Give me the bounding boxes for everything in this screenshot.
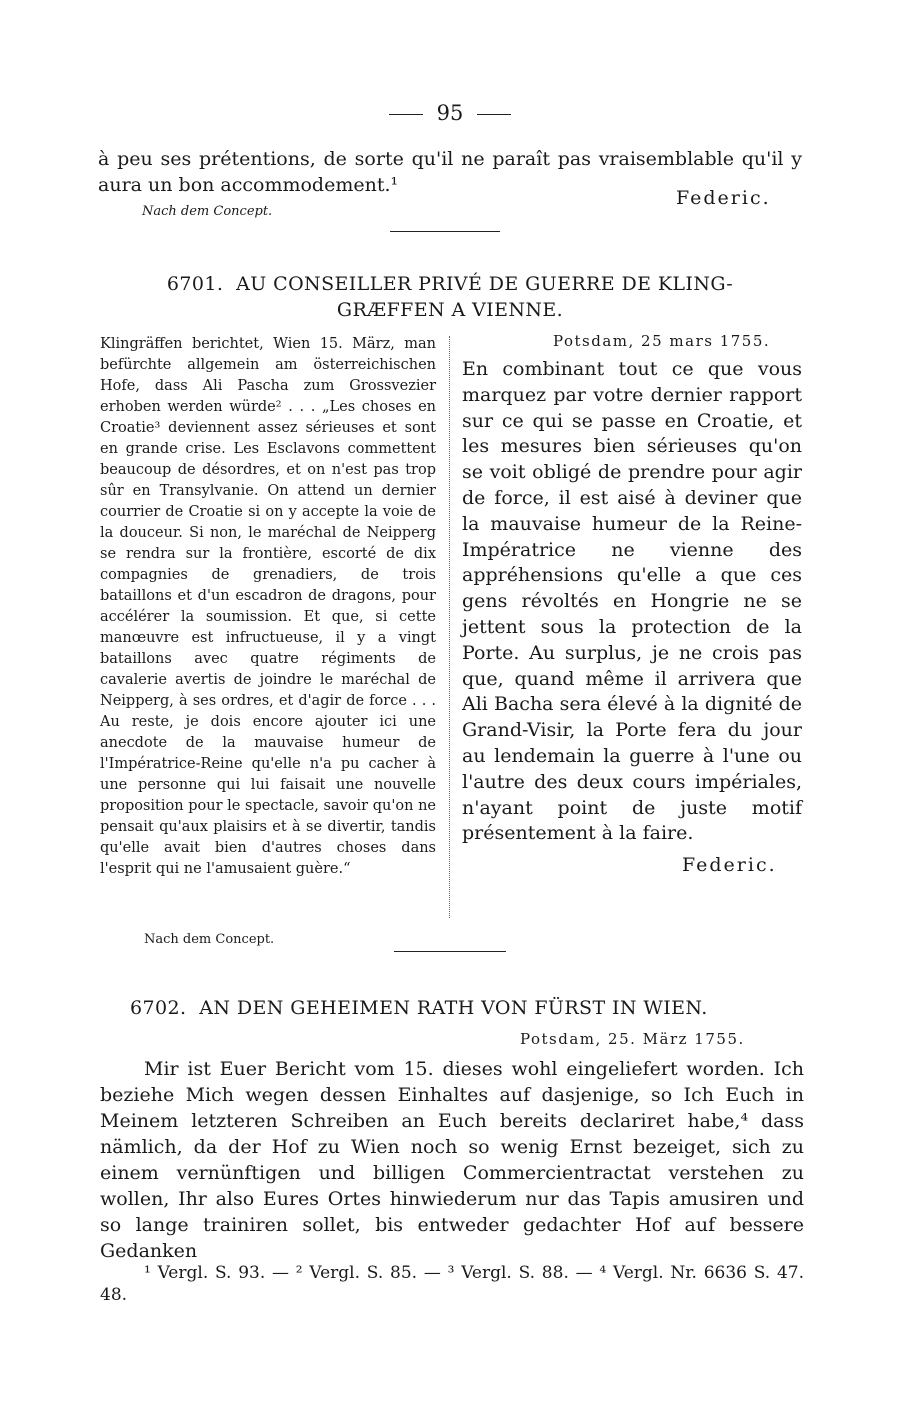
letter-6702-text: Mir ist Euer Bericht vom 15. dieses wohl eingeliefert worden. Ich beziehe Mich wegen dessen Einhaltes auf dasjenige, so Ich Euch in Meinem letzteren Schreiben an Euch bereits declariret habe,⁴ dass nämlich, da der Hof zu Wien noch so wenig Ernst bezeiget, sich zu einem vernünftigen und billigen Commercientractat verstehen zu wollen, Ihr also Eures Ortes hinwiederum nur das Tapis amusiren und so lange trainiren sollet, bis entweder gedachter Hof auf bessere Gedanken (100, 1058, 804, 1262)
letter-6702-heading-text: AN DEN GEHEIMEN RATH VON FÜRST IN WIEN. (199, 997, 708, 1019)
letter-6701-number: 6701. (166, 273, 224, 295)
letter-6701-heading-line1: AU CONSEILLER PRIVÉ DE GUERRE DE KLING- (236, 273, 734, 295)
letter-6701-source-note: Nach dem Concept. (144, 932, 275, 947)
page-number-dash-left (389, 114, 423, 115)
letter-6701-date: Potsdam, 25 mars 1755. (553, 332, 771, 350)
letter-6702-number: 6702. (130, 997, 187, 1019)
section-divider-2 (394, 951, 506, 952)
letter-6701-heading-line2: GRÆFFEN A VIENNE. (336, 299, 564, 321)
column-separator (449, 336, 450, 918)
letter-6701-heading (100, 271, 800, 323)
footnotes: ¹ Vergl. S. 93. — ² Vergl. S. 85. — ³ Vergl. S. 88. — ⁴ Vergl. Nr. 6636 S. 47. 48. (100, 1263, 804, 1305)
continuation-text: à peu ses prétentions, de sorte qu'il ne paraît pas vraisemblable qu'il y aura un bon accommodement.¹ (98, 148, 802, 196)
source-note-prev: Nach dem Concept. (142, 204, 273, 219)
letter-6701-signature: Federic. (682, 854, 777, 876)
letter-6702-heading (100, 995, 800, 1021)
letter-6701-text: En combinant tout ce que vous marquez par votre dernier rapport sur ce qui se passe en Croatie, et les mesures bien sérieuses qu'on se voit obligé de prendre pour agir de force, il est aisé à deviner que la mauvaise humeur de la Reine-Impératrice ne vienne des appréhensions qu'elle a que ces gens révoltés en Hongrie ne se jettent sous la protection de la Porte. Au surplus, je ne crois pas que, quand même il arrivera que Ali Bacha sera élevé à la dignité de Grand-Visir, la Porte fera du jour au lendemain la guerre à l'une ou l'autre des deux cours impériales, n'ayant point de juste motif présentement à la faire. (462, 358, 802, 845)
section-divider-1 (390, 231, 500, 232)
signature-prev: Federic. (676, 187, 771, 209)
letter-6702-date: Potsdam, 25. März 1755. (520, 1030, 745, 1048)
page-number (0, 100, 900, 126)
page-number-text: 95 (436, 101, 464, 125)
page-number-dash-right (477, 114, 511, 115)
letter-6701-summary: Klingräffen berichtet, Wien 15. März, man befürchte allgemein am österreichischen Hofe, dass Ali Pascha zum Grossvezier erhoben werden würde² . . . „Les choses en Croatie³ deviennent assez sérieuses et sont en grande crise. Les Esclavons commettent beaucoup de désordres, et on n'est pas trop sûr en Transylvanie. On attend un dernier courrier de Croatie si on y accepte la voie de la douceur. Si non, le maréchal de Neipperg se rendra sur la frontière, escorté de dix compagnies de grenadiers, de trois bataillons et d'un escadron de dragons, pour accélérer la soumission. Et que, si cette manœuvre est infructueuse, il y a vingt bataillons avec quatre régiments de cavalerie avertis de joindre le maréchal de Neipperg, à ses ordres, et d'agir de force . . . Au reste, je dois encore ajouter ici une anecdote de la mauvaise humeur de l'Impératrice-Reine qu'elle n'a pu cacher à une personne qui lui faisait une nouvelle proposition pour le spectacle, savoir qu'on ne pensait qu'aux plaisirs et à se divertir, tandis qu'elle avait bien d'autres choses dans l'esprit qui ne l'amusaient guère.“ (100, 336, 436, 877)
